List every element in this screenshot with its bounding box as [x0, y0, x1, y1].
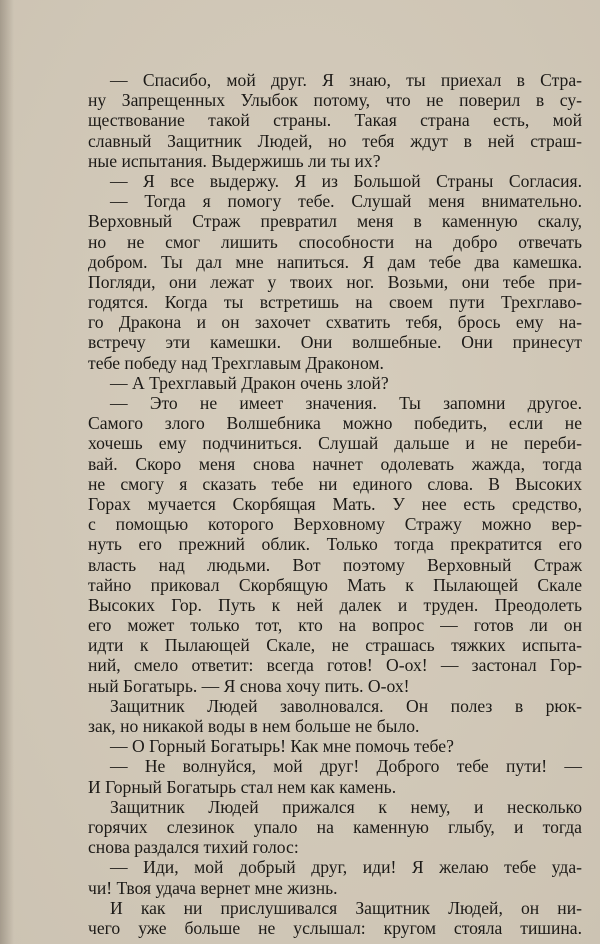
text-line: хочешь ему подчиниться. Слушай дальше и не переби-: [88, 433, 582, 454]
text-line: но не смог лишить способности на добро отвечать: [88, 231, 582, 252]
text-line: Защитник Людей заволновался. Он полез в рюк-: [110, 695, 582, 716]
text-line: — Не волнуйся, мой друг! Доброго тебе пути! —: [110, 756, 582, 777]
text-line: Защитник Людей прижался к нему, и несколько: [110, 796, 582, 817]
text-line: идти к Пылающей Скале, не страшась тяжких испыта-: [88, 635, 582, 656]
text-line: зак, но никакой воды в нем больше не было.: [88, 716, 420, 736]
text-line: — Тогда я помогу тебе. Слушай меня внимательно.: [110, 191, 582, 212]
text-line: тебе победу над Трехглавым Драконом.: [88, 352, 384, 373]
text-line: ный Богатырь. — Я снова хочу пить. О-ох!: [88, 675, 410, 696]
text-line: не смогу я сказать тебе ни единого слова. В Высоких: [88, 473, 582, 494]
text-line: го Дракона и он захочет схватить тебя, брось ему на-: [88, 312, 582, 333]
text-line: Горах мучается Скорбящая Мать. У нее есть средство,: [88, 493, 582, 514]
text-line: горячих слезинок упало на каменную глыбу, и тогда: [88, 816, 582, 837]
text-line: ществование такой страны. Такая страна есть, мой: [88, 110, 582, 131]
text-line: чи! Твоя удача вернет мне жизнь.: [88, 877, 338, 898]
text-line: — Спасибо, мой друг. Я знаю, ты приехал в Стра-: [110, 70, 582, 90]
text-line: ные испытания. Выдержишь ли ты их?: [88, 150, 381, 171]
text-line: славный Защитник Людей, но тебя ждут в ней страш-: [88, 130, 582, 151]
text-line: — Я все выдержу. Я из Большой Страны Согласия.: [110, 170, 582, 191]
text-line: Погляди, они лежат у твоих ног. Возьми, они тебе при-: [88, 271, 582, 292]
text-line: добром. Ты дал мне напиться. Я дам тебе два камешка.: [88, 251, 582, 272]
body-text: [88, 70, 582, 938]
text-line: встречу эти камешки. Они волшебные. Они принесут: [88, 332, 582, 353]
text-line: нуть его прежний облик. Только тогда прекратится его: [88, 534, 582, 555]
text-line: годятся. Когда ты встретишь на своем пути Трехглаво-: [88, 292, 582, 313]
text-line: снова раздался тихий голос:: [88, 837, 299, 858]
text-line: Высоких Гор. Путь к ней далек и труден. Преодолеть: [88, 594, 582, 615]
text-line: Самого злого Волшебника можно победить, если не: [88, 413, 582, 434]
text-line: — Иди, мой добрый друг, иди! Я желаю тебе уда-: [110, 857, 582, 878]
text-line: его может только тот, кто на вопрос — готов ли он: [88, 615, 582, 636]
text-line: Верховный Страж превратил меня в каменную скалу,: [88, 211, 582, 232]
text-line: И как ни прислушивался Защитник Людей, он ни-: [110, 897, 582, 918]
text-line: власть над людьми. Вот поэтому Верховный Страж: [88, 554, 582, 575]
text-line: ну Запрещенных Улыбок потому, что не поверил в су-: [88, 90, 582, 111]
text-line: вай. Скоро меня снова начнет одолевать жажда, тогда: [88, 453, 582, 474]
text-line: — О Горный Богатырь! Как мне помочь тебе?: [110, 736, 454, 757]
text-line: тайно приковал Скорбящую Мать к Пылающей Скале: [88, 574, 582, 595]
text-line: ний, смело ответит: всегда готов! О-ох! — застонал Гор-: [88, 655, 582, 676]
text-line: И Горный Богатырь стал нем как камень.: [88, 776, 397, 797]
text-line: — Это не имеет значения. Ты запомни другое.: [110, 393, 582, 413]
text-line: чего уже больше не услышал: кругом стояла тишина.: [88, 917, 582, 938]
text-line: — А Трехглавый Дракон очень злой?: [110, 372, 389, 393]
text-line: с помощью которого Верховному Стражу можно вер-: [88, 514, 582, 535]
